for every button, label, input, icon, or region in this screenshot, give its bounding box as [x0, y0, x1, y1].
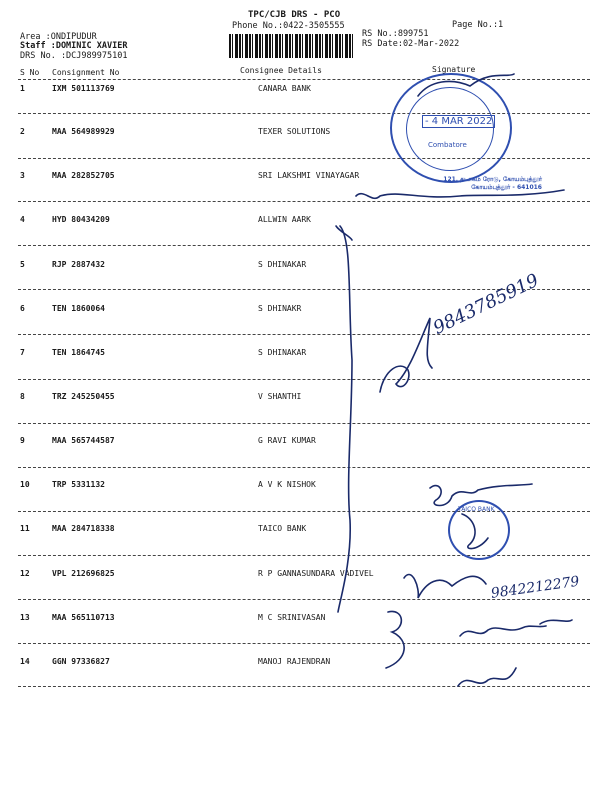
- document-title: TPC/CJB DRS - PCO: [248, 10, 341, 20]
- row-divider: [18, 379, 590, 380]
- row-consignment: VPL 212696825: [52, 569, 115, 578]
- row-sno: 13: [20, 613, 30, 622]
- row-sno: 11: [20, 524, 30, 533]
- stamp-city: Combatore: [428, 141, 467, 149]
- row-sno: 3: [20, 171, 25, 180]
- row-sno: 14: [20, 657, 30, 666]
- table-row: [0, 304, 600, 348]
- row-consignment: MAA 565744587: [52, 436, 115, 445]
- table-row: [0, 524, 600, 568]
- row-consignment: TEN 1864745: [52, 348, 105, 357]
- row-sno: 10: [20, 480, 30, 489]
- row-consignee: M C SRINIVASAN: [258, 613, 326, 622]
- row-consignee: CANARA BANK: [258, 84, 311, 93]
- taico-stamp-text: TAICO BANK: [458, 506, 495, 513]
- page-number: Page No.:1: [452, 20, 504, 30]
- row-consignment: TRZ 245250455: [52, 392, 115, 401]
- column-header-consignee: Consignee Details: [240, 66, 322, 75]
- canara-bank-stamp: [390, 73, 512, 183]
- row-divider: [18, 423, 590, 424]
- row-consignee: ALLWIN AARK: [258, 215, 311, 224]
- phone-number: Phone No.:0422-3505555: [232, 21, 345, 31]
- shop-stamp-line1: 121, தடாகம் ரோடு, கோயம்புத்தூர்: [443, 176, 542, 183]
- row-sno: 6: [20, 304, 25, 313]
- table-row: [0, 613, 600, 657]
- row-consignee: TAICO BANK: [258, 524, 307, 533]
- drs-number: DRS No. :DCJ989975101: [20, 51, 128, 61]
- column-header-consignment: Consignment No: [52, 68, 120, 77]
- table-row: [0, 480, 600, 524]
- shop-stamp: [392, 176, 542, 214]
- row-sno: 5: [20, 260, 25, 269]
- row-consignment: GGN 97336827: [52, 657, 110, 666]
- row-consignment: TRP 5331132: [52, 480, 105, 489]
- row-consignee: S DHINAKAR: [258, 260, 307, 269]
- row-consignee: TEXER SOLUTIONS: [258, 127, 331, 136]
- staff-label: Staff :DOMINIC XAVIER: [20, 41, 128, 51]
- shop-stamp-line2: கோயம்புத்தூர் - 641016: [471, 184, 542, 191]
- rs-date: RS Date:02-Mar-2022: [362, 39, 460, 49]
- row-consignee: S DHINAKAR: [258, 348, 307, 357]
- barcode: [229, 34, 353, 58]
- row-consignment: MAA 282852705: [52, 171, 115, 180]
- row-divider: [18, 643, 590, 644]
- row-consignee: G RAVI KUMAR: [258, 436, 316, 445]
- row-consignment: RJP 2887432: [52, 260, 105, 269]
- row-consignee: MANOJ RAJENDRAN: [258, 657, 331, 666]
- row-consignee: SRI LAKSHMI VINAYAGAR: [258, 171, 360, 180]
- row-divider: [18, 555, 590, 556]
- header-divider: [18, 79, 590, 80]
- row-divider: [18, 158, 590, 159]
- handwritten-phone-number-2: 9842212279: [490, 573, 581, 602]
- row-sno: 12: [20, 569, 30, 578]
- row-divider: [18, 467, 590, 468]
- row-divider: [18, 686, 590, 687]
- row-consignee: A V K NISHOK: [258, 480, 316, 489]
- area-label: Area :ONDIPUDUR: [20, 32, 97, 42]
- row-sno: 4: [20, 215, 25, 224]
- row-sno: 7: [20, 348, 25, 357]
- column-header-signature: Signature: [432, 65, 476, 74]
- row-consignment: HYD 80434209: [52, 215, 110, 224]
- row-sno: 8: [20, 392, 25, 401]
- column-header-sno: S No: [20, 68, 40, 77]
- table-row: [0, 348, 600, 392]
- row-consignment: MAA 565110713: [52, 613, 115, 622]
- row-divider: [18, 245, 590, 246]
- row-sno: 2: [20, 127, 25, 136]
- row-consignment: IXM 501113769: [52, 84, 115, 93]
- row-consignment: TEN 1860064: [52, 304, 105, 313]
- stamp-date: - 4 MAR 2022: [422, 115, 495, 128]
- row-sno: 9: [20, 436, 25, 445]
- table-row: [0, 657, 600, 701]
- table-row: [0, 215, 600, 259]
- table-row: [0, 392, 600, 436]
- row-sno: 1: [20, 84, 25, 93]
- handwritten-phone-number: 9843785919: [430, 269, 543, 339]
- row-divider: [18, 334, 590, 335]
- row-consignment: MAA 284718338: [52, 524, 115, 533]
- row-consignee: R P GANNASUNDARA VADIVEL: [258, 569, 374, 578]
- rs-number: RS No.:899751: [362, 29, 429, 39]
- row-consignee: S DHINAKR: [258, 304, 302, 313]
- row-consignment: MAA 564989929: [52, 127, 115, 136]
- row-consignee: V SHANTHI: [258, 392, 302, 401]
- table-row: [0, 436, 600, 480]
- taico-bank-stamp: [448, 500, 510, 560]
